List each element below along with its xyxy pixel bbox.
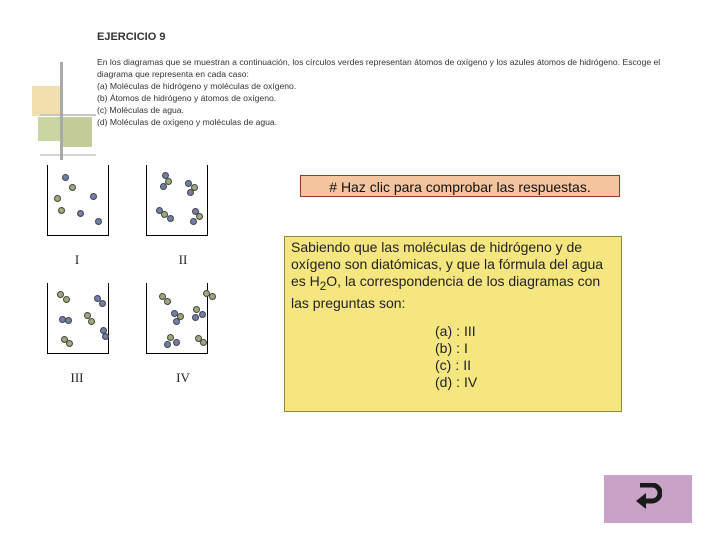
diagram-label-i: I — [74, 252, 80, 267]
hydrogen-atom — [65, 317, 72, 324]
answer-separator: : — [455, 357, 460, 373]
oxygen-atom — [63, 296, 70, 303]
return-arrow-icon — [634, 483, 662, 515]
diagram-ii — [146, 165, 208, 236]
hydrogen-atom — [190, 218, 197, 225]
decoration-block — [38, 117, 62, 141]
back-button[interactable] — [604, 475, 692, 523]
hydrogen-atom — [164, 341, 171, 348]
hydrogen-atom — [102, 333, 109, 340]
statement-option-a: (a) Moléculas de hidrógeno y moléculas de oxígeno. — [97, 81, 297, 91]
answer-letter: (b) — [435, 340, 453, 356]
hydrogen-atom — [62, 174, 69, 181]
hydrogen-atom — [173, 318, 180, 325]
answer-letter: (c) — [435, 357, 452, 373]
decoration-block — [32, 86, 62, 116]
exercise-statement — [97, 56, 672, 128]
hydrogen-atom — [90, 193, 97, 200]
hydrogen-atom — [99, 300, 106, 307]
decoration-block — [62, 117, 92, 147]
hydrogen-atom — [77, 210, 84, 217]
hydrogen-atom — [160, 183, 167, 190]
answer-value: III — [464, 323, 476, 339]
oxygen-atom — [66, 340, 73, 347]
answer-separator: : — [456, 374, 461, 390]
hydrogen-atom — [187, 189, 194, 196]
oxygen-atom — [58, 207, 65, 214]
exercise-title: EJERCICIO 9 — [97, 31, 166, 43]
hydrogen-atom — [192, 314, 199, 321]
decoration-line — [40, 154, 96, 156]
answer-value: I — [464, 340, 468, 356]
answer-value: II — [463, 357, 471, 373]
answer-separator: : — [456, 323, 461, 339]
answer-explanation — [291, 239, 617, 312]
answer-row-b — [435, 340, 477, 357]
formula-subscript: 2 — [319, 279, 327, 293]
diagram-iii — [47, 283, 109, 354]
statement-intro: En los diagramas que se muestran a continuación, los círculos verdes representan átomos de oxígeno y los azules átomos de hidrógeno. Escoge el diagrama que representa en cada caso: — [97, 57, 661, 79]
diagram-i — [47, 165, 109, 236]
oxygen-atom — [200, 339, 207, 346]
hydrogen-atom — [199, 311, 206, 318]
hydrogen-atom — [173, 339, 180, 346]
answer-letter: (d) — [435, 374, 453, 390]
answer-text-before-formula: Sabiendo que las moléculas de hidrógeno y de oxígeno son diatómicas, y que la fórmula del agua es H — [291, 239, 604, 289]
oxygen-atom — [209, 293, 216, 300]
statement-option-b: (b) Átomos de hidrógeno y átomos de oxígeno. — [97, 93, 277, 103]
decoration-line — [40, 114, 96, 116]
hydrogen-atom — [95, 218, 102, 225]
answer-separator: : — [456, 340, 461, 356]
oxygen-atom — [88, 318, 95, 325]
oxygen-atom — [164, 298, 171, 305]
answer-value: IV — [464, 374, 478, 390]
answer-text-after-formula: O, la correspondencia de los diagramas con las preguntas son: — [291, 273, 601, 311]
answer-letter: (a) — [435, 323, 453, 339]
diagram-label-iv: IV — [176, 370, 190, 385]
answer-panel — [284, 236, 622, 412]
hydrogen-atom — [167, 215, 174, 222]
oxygen-atom — [196, 213, 203, 220]
answer-row-d — [435, 374, 477, 391]
statement-option-d: (d) Moléculas de oxígeno y moléculas de agua. — [97, 117, 278, 127]
decoration-line — [60, 62, 63, 160]
diagram-iv — [146, 283, 208, 354]
check-answers-button[interactable]: # Haz clic para comprobar las respuestas. — [300, 175, 620, 197]
answer-row-a — [435, 323, 477, 340]
answer-row-c — [435, 357, 477, 374]
statement-option-c: (c) Moléculas de agua. — [97, 105, 184, 115]
diagram-label-ii: II — [178, 252, 188, 267]
answer-list — [435, 323, 477, 391]
oxygen-atom — [54, 195, 61, 202]
oxygen-atom — [69, 184, 76, 191]
diagram-label-iii: III — [70, 370, 84, 385]
